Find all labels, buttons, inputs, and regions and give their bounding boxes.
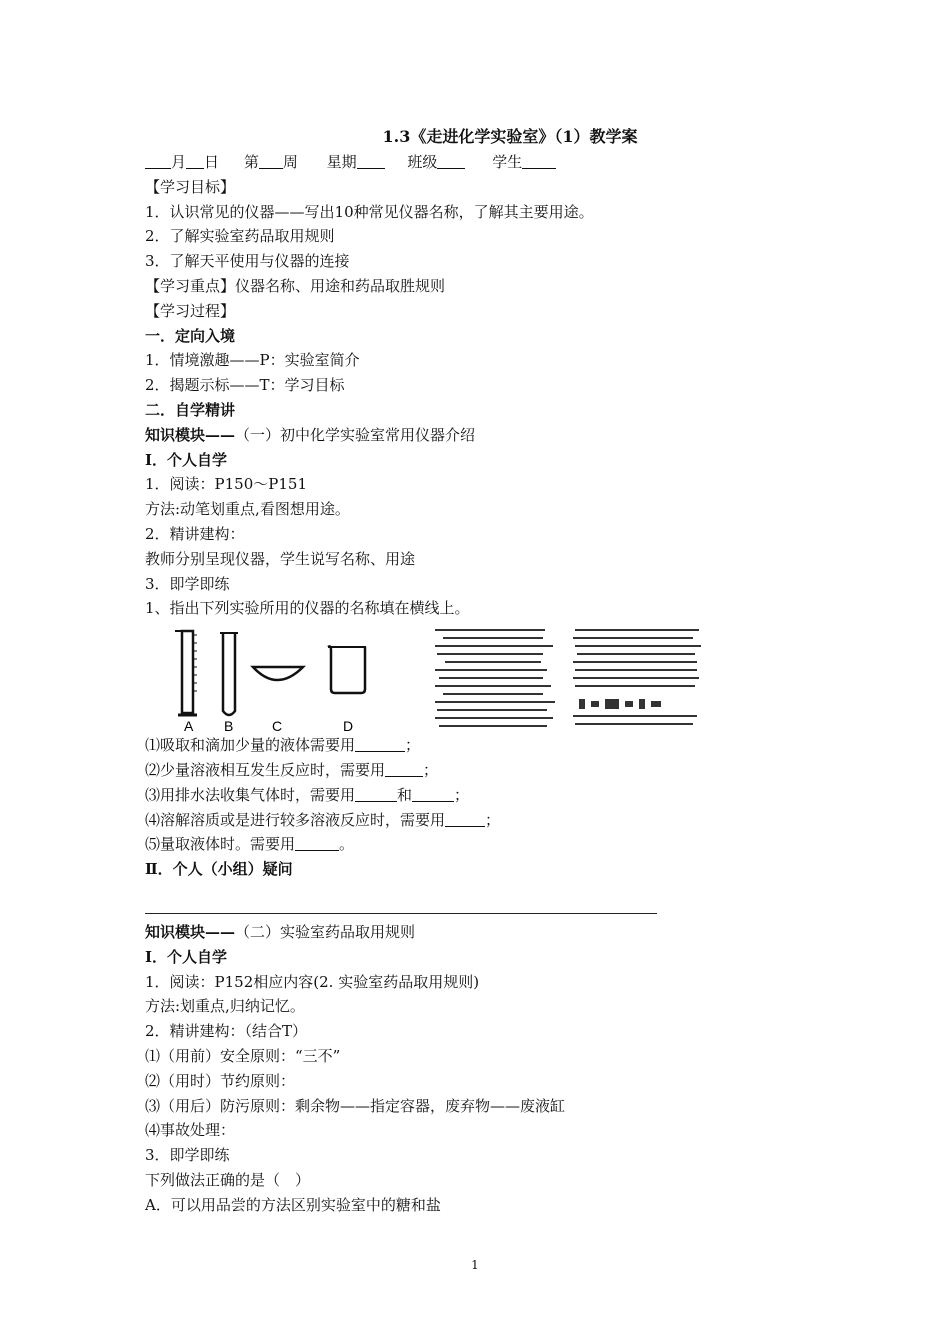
section-2-title: 二．自学精讲 bbox=[145, 400, 236, 419]
blank-week[interactable] bbox=[259, 152, 283, 169]
answer-blank-3a[interactable] bbox=[355, 785, 397, 802]
figure-label-c: C bbox=[272, 718, 283, 734]
label-weekday: 星期 bbox=[326, 153, 357, 171]
answer-blank-1[interactable] bbox=[355, 735, 405, 752]
instrument-figure bbox=[145, 621, 705, 733]
module-1-heading bbox=[145, 423, 845, 448]
blank-month[interactable] bbox=[145, 152, 171, 169]
figure-label-d: D bbox=[343, 718, 354, 734]
module-1-line: 1、指出下列实验所用的仪器的名称填在横线上。 bbox=[145, 599, 470, 618]
answer-blank-2[interactable] bbox=[385, 760, 423, 777]
beaker-drawing bbox=[328, 647, 366, 694]
goals-heading: 【学习目标】 bbox=[145, 177, 236, 196]
figure-label-a: A bbox=[184, 718, 194, 734]
goal-item: 2．了解实验室药品取用规则 bbox=[145, 227, 335, 246]
module-1-line: 方法:动笔划重点,看图想用途。 bbox=[145, 500, 350, 519]
module-1-line: 2．精讲建构： bbox=[145, 524, 245, 543]
module-2-line: 方法:划重点,归纳记忆。 bbox=[145, 997, 305, 1016]
section-divider bbox=[145, 913, 657, 914]
test-tube-drawing bbox=[220, 633, 238, 715]
question-2: ⑵少量溶液相互发生反应时，需要用 ； bbox=[145, 760, 439, 779]
module-1-title: （一）初中化学实验室常用仪器介绍 bbox=[235, 425, 476, 444]
module-2-line: ⑷事故处理： bbox=[145, 1121, 236, 1140]
label-day: 日 bbox=[204, 153, 220, 171]
blank-day[interactable] bbox=[186, 152, 204, 169]
module-1-line: 3．即学即练 bbox=[145, 574, 230, 593]
page-title: 1.3《走进化学实验室》（1）教学案 bbox=[382, 127, 638, 146]
module-1-line: 教师分别呈现仪器，学生说写名称、用途 bbox=[145, 549, 416, 568]
key-points: 【学习重点】仪器名称、用途和药品取胜规则 bbox=[145, 276, 446, 295]
blank-weekday[interactable] bbox=[357, 152, 385, 169]
blank-student[interactable] bbox=[522, 152, 556, 169]
group-questions-heading: Ⅱ．个人（小组）疑问 bbox=[145, 860, 293, 879]
question-4: ⑷溶解溶质或是进行较多溶液反应时，需要用 ； bbox=[145, 810, 501, 829]
answer-blank-5[interactable] bbox=[295, 834, 339, 851]
label-student: 学生 bbox=[492, 153, 523, 171]
page-content-lower bbox=[145, 920, 845, 1218]
module-2-line: A．可以用品尝的方法区别实验室中的糖和盐 bbox=[145, 1195, 441, 1214]
label-week-prefix: 第 bbox=[243, 153, 259, 171]
goal-item: 1．认识常见的仪器——写出10种常见仪器名称，了解其主要用途。 bbox=[145, 202, 594, 221]
label-month: 月 bbox=[171, 153, 187, 171]
question-3: ⑶用排水法收集气体时，需要用 和 ； bbox=[145, 785, 470, 804]
module-1-label: 知识模块—— bbox=[145, 425, 236, 444]
module-1-line: 1．阅读：P150～P151 bbox=[145, 475, 307, 494]
page-number: 1 bbox=[471, 1258, 479, 1272]
module-1-self-study: Ⅰ．个人自学 bbox=[145, 450, 228, 469]
label-class: 班级 bbox=[407, 153, 438, 171]
question-1: ⑴吸取和滴加少量的液体需要用 ； bbox=[145, 736, 421, 755]
module-2-line: 1．阅读：P152相应内容(2. 实验室药品取用规则) bbox=[145, 972, 480, 991]
module-2-title: （二）实验室药品取用规则 bbox=[235, 923, 416, 941]
module-2-line: ⑴（用前）安全原则：“三不” bbox=[145, 1046, 341, 1065]
section-1-item: 1．情境激趣——P：实验室简介 bbox=[145, 351, 360, 370]
goal-item: 3．了解天平使用与仪器的连接 bbox=[145, 252, 350, 271]
question-5: ⑸量取液体时。需要用 。 bbox=[145, 835, 355, 854]
module-2-line: ⑵（用时）节约原则： bbox=[145, 1071, 296, 1090]
instrument-figure-row bbox=[145, 621, 845, 733]
module-2-line: 下列做法正确的是（ ） bbox=[145, 1170, 311, 1189]
header-info-line bbox=[145, 150, 845, 175]
graduated-cylinder-drawing bbox=[175, 631, 197, 715]
module-2-heading bbox=[145, 920, 845, 945]
blank-class[interactable] bbox=[437, 152, 465, 169]
module-2-line: 2．精讲建构：（结合T） bbox=[145, 1022, 308, 1041]
evaporating-dish-drawing bbox=[253, 667, 303, 680]
section-1-title: 一．定向入境 bbox=[145, 326, 236, 345]
scanned-text-thumbnail-1 bbox=[435, 629, 555, 727]
module-2-label: 知识模块—— bbox=[145, 923, 236, 941]
section-1-item: 2．揭题示标——T：学习目标 bbox=[145, 376, 345, 395]
scanned-text-thumbnail-2 bbox=[573, 629, 701, 725]
process-heading: 【学习过程】 bbox=[145, 301, 236, 320]
module-2-self-study: Ⅰ．个人自学 bbox=[145, 947, 228, 966]
module-2-line: 3．即学即练 bbox=[145, 1146, 230, 1165]
page-content bbox=[145, 124, 845, 882]
answer-blank-4[interactable] bbox=[445, 810, 485, 827]
answer-blank-3b[interactable] bbox=[412, 785, 454, 802]
module-2-line: ⑶（用后）防污原则：剩余物——指定容器，废弃物——废液缸 bbox=[145, 1096, 566, 1115]
label-week: 周 bbox=[282, 153, 298, 171]
figure-label-b: B bbox=[224, 718, 234, 734]
